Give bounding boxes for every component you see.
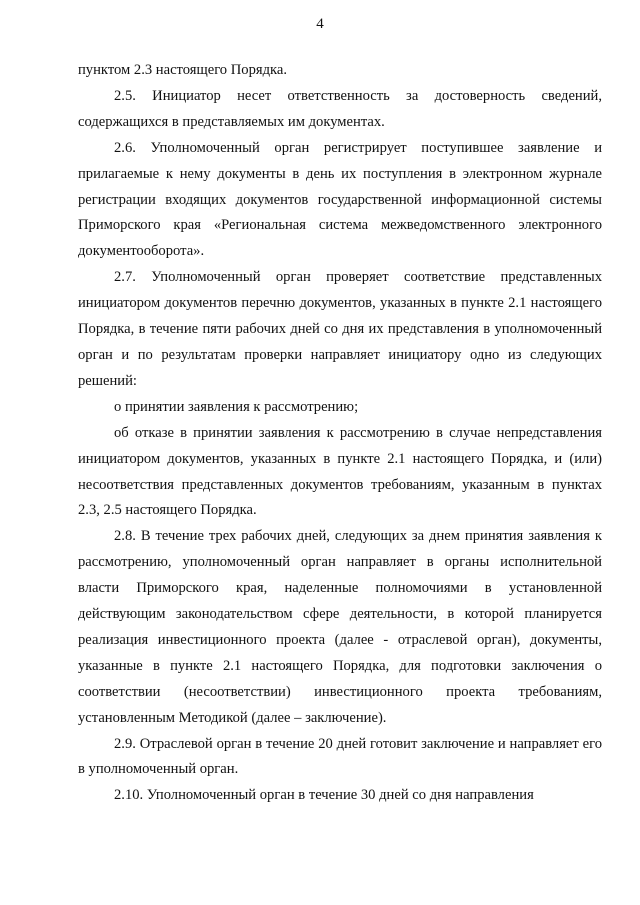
paragraph-2-8: 2.8. В течение трех рабочих дней, следующих за днем принятия заявления к рассмотрению, уполномоченный орган направляет в органы исполнительной власти Приморского края, наделенные полномочиями в установленной действующим законодательством сфере деятельности, в которой планируется реализация инвестиционного проекта (далее - отраслевой орган), документы, указанные в пункте 2.1 настоящего Порядка, для подготовки заключения о соответствии (несоответствии) инвестиционного проекта требованиям, установленным Методикой (далее – заключение). xyxy=(78,528,602,726)
paragraph-2-9: 2.9. Отраслевой орган в течение 20 дней готовит заключение и направляет его в уполномоченный орган. xyxy=(78,735,602,778)
paragraph-2-7: 2.7. Уполномоченный орган проверяет соответствие представленных инициатором документов перечню документов, указанных в пункте 2.1 настоящего Порядка, в течение пяти рабочих дней со дня их представления в уполномоченный орган и по результатам проверки направляет инициатору одно из следующих решений: xyxy=(78,269,602,389)
document-body xyxy=(78,58,602,809)
paragraph-2-10: 2.10. Уполномоченный орган в течение 30 дней со дня направления xyxy=(114,787,534,804)
paragraph-decision-reject: об отказе в принятии заявления к рассмотрению в случае непредставления инициатором документов, указанных в пункте 2.1 настоящего Порядка, и (или) несоответствия представленных документов требованиям, указанным в пунктах 2.3, 2.5 настоящего Порядка. xyxy=(78,424,602,519)
paragraph-2-5: 2.5. Инициатор несет ответственность за достоверность сведений, содержащихся в представляемых им документах. xyxy=(78,87,602,130)
paragraph-2-6: 2.6. Уполномоченный орган регистрирует поступившее заявление и прилагаемые к нему документы в день их поступления в электронном журнале регистрации входящих документов государственной информационной системы Приморского края «Региональная система межведомственного электронного документооборота». xyxy=(78,139,602,260)
paragraph-continuation: пунктом 2.3 настоящего Порядка. xyxy=(78,62,288,78)
paragraph-decision-accept: о принятии заявления к рассмотрению; xyxy=(114,398,359,415)
page-number: 4 xyxy=(316,16,324,32)
